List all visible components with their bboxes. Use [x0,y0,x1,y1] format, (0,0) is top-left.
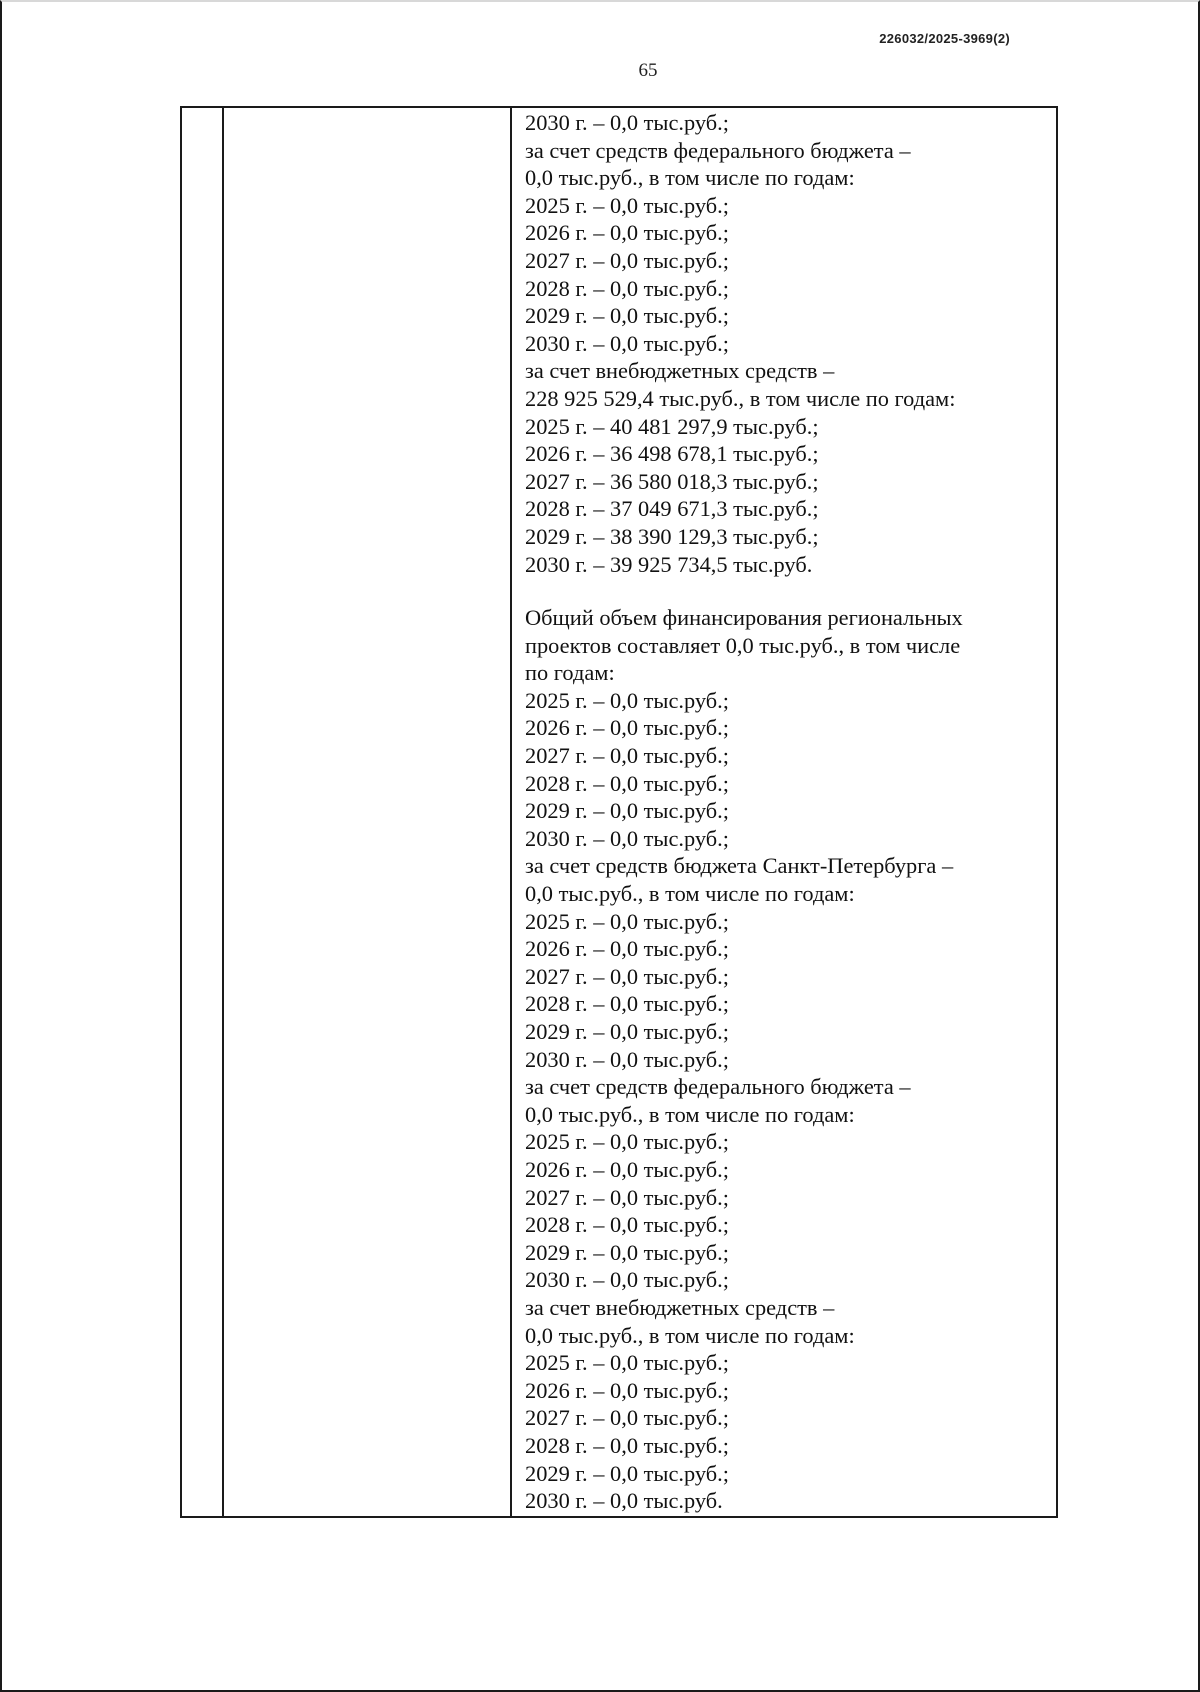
content-line: 2030 г. – 0,0 тыс.руб. [525,1488,723,1514]
content-line: 2029 г. – 0,0 тыс.руб.; [525,1239,729,1265]
content-line: 2025 г. – 0,0 тыс.руб.; [525,192,729,218]
table-column-content [512,108,1056,1516]
content-line: 2025 г. – 0,0 тыс.руб.; [525,1129,729,1155]
content-line: за счет средств федерального бюджета – [525,1074,911,1100]
content-line: 2027 г. – 0,0 тыс.руб.; [525,1184,729,1210]
content-line: 2028 г. – 0,0 тыс.руб.; [525,991,729,1017]
content-line: 2025 г. – 0,0 тыс.руб.; [525,908,729,934]
content-line: 2028 г. – 0,0 тыс.руб.; [525,1212,729,1238]
content-line: 2027 г. – 0,0 тыс.руб.; [525,1405,729,1431]
content-line: по годам: [525,660,615,686]
content-line: 2030 г. – 0,0 тыс.руб.; [525,330,729,356]
content-line: 2028 г. – 0,0 тыс.руб.; [525,770,729,796]
content-line: 2029 г. – 0,0 тыс.руб.; [525,1019,729,1044]
content-line: 2026 г. – 0,0 тыс.руб.; [525,220,729,246]
content-line: 2026 г. – 0,0 тыс.руб.; [525,715,729,741]
content-line: 228 925 529,4 тыс.руб., в том числе по годам: [525,385,956,411]
content-line: 2027 г. – 36 580 018,3 тыс.руб.; [525,468,819,494]
content-line: за счет средств федерального бюджета – [525,137,911,163]
content-line: 0,0 тыс.руб., в том числе по годам: [525,1101,855,1127]
content-line: 2030 г. – 39 925 734,5 тыс.руб. [525,551,813,577]
financing-block-regional-projects [525,604,1056,1515]
content-line: 2027 г. – 0,0 тыс.руб.; [525,963,729,989]
content-line: 2026 г. – 36 498 678,1 тыс.руб.; [525,441,819,467]
table-column-index [182,108,224,1516]
content-line: 2028 г. – 0,0 тыс.руб.; [525,275,729,301]
content-line: 0,0 тыс.руб., в том числе по годам: [525,1322,855,1348]
content-line: 2026 г. – 0,0 тыс.руб.; [525,1377,729,1403]
content-line: 0,0 тыс.руб., в том числе по годам: [525,165,855,191]
financing-table [180,106,1058,1518]
content-line: за счет внебюджетных средств – [525,1294,835,1320]
content-line: 2029 г. – 0,0 тыс.руб.; [525,303,729,329]
content-line: 2027 г. – 0,0 тыс.руб.; [525,247,729,273]
content-line: 2029 г. – 38 390 129,3 тыс.руб.; [525,523,819,549]
document-number: 226032/2025-3969(2) [879,31,1010,46]
content-line: 2026 г. – 0,0 тыс.руб.; [525,1156,729,1182]
content-line: 2025 г. – 40 481 297,9 тыс.руб.; [525,413,819,439]
content-line: 0,0 тыс.руб., в том числе по годам: [525,881,855,907]
content-line: 2028 г. – 37 049 671,3 тыс.руб.; [525,496,819,522]
content-line: 2025 г. – 0,0 тыс.руб.; [525,687,729,713]
content-line: 2028 г. – 0,0 тыс.руб.; [525,1432,729,1458]
page-number: 65 [638,60,658,81]
content-line: 2030 г. – 0,0 тыс.руб.; [525,110,729,135]
financing-block-federal-extrabudgetary [525,109,1056,578]
content-line: 2030 г. – 0,0 тыс.руб.; [525,1046,729,1072]
content-line: 2029 г. – 0,0 тыс.руб.; [525,798,729,824]
content-line: 2027 г. – 0,0 тыс.руб.; [525,743,729,769]
content-line: за счет внебюджетных средств – [525,358,835,384]
content-line: проектов составляет 0,0 тыс.руб., в том числе [525,632,961,658]
content-line: 2026 г. – 0,0 тыс.руб.; [525,936,729,962]
content-line: 2025 г. – 0,0 тыс.руб.; [525,1350,729,1376]
paragraph-gap [525,578,1056,604]
content-line: за счет средств бюджета Санкт-Петербурга – [525,853,954,879]
content-line: Общий объем финансирования региональных [525,605,963,631]
content-line: 2029 г. – 0,0 тыс.руб.; [525,1460,729,1486]
content-line: 2030 г. – 0,0 тыс.руб.; [525,825,729,851]
content-line: 2030 г. – 0,0 тыс.руб.; [525,1267,729,1293]
table-column-label [224,108,512,1516]
